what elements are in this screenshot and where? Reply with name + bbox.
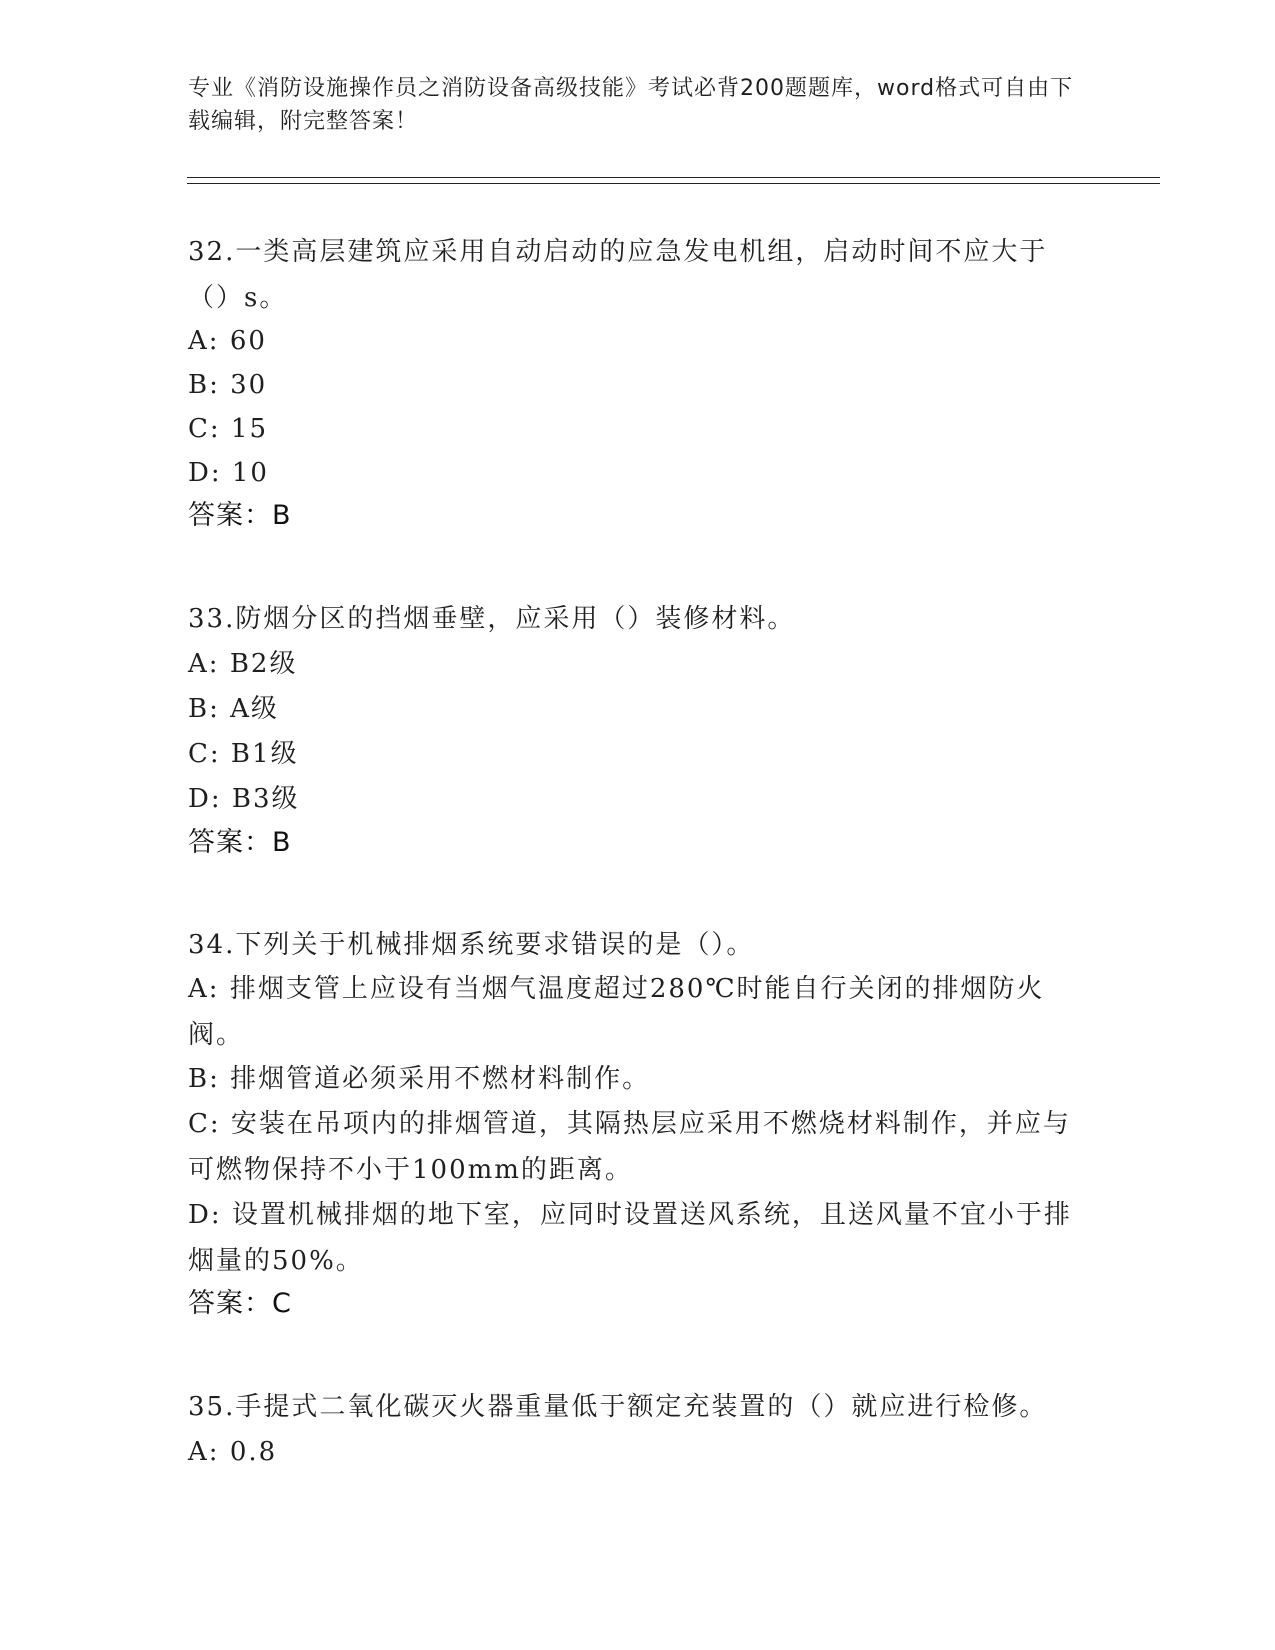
option-key: D:: [188, 458, 222, 488]
question-33-option-c: [188, 731, 1083, 777]
question-33-stem: 33.防烟分区的挡烟垂壁，应采用（）装修材料。: [188, 604, 796, 634]
header-divider-bottom: [187, 183, 1160, 184]
question-32-answer: 答案：B: [188, 500, 292, 531]
question-33-option-b: [188, 686, 1083, 732]
option-key: C:: [188, 414, 221, 444]
option-text: B1级: [230, 739, 299, 769]
question-34-stem: 34.下列关于机械排烟系统要求错误的是（）。: [188, 930, 755, 960]
question-32-option-d: [188, 450, 1083, 496]
option-text: 60: [229, 326, 267, 356]
option-key: A:: [188, 974, 220, 1004]
question-33-option-a: [188, 641, 1083, 687]
question-34-option-b: [188, 1056, 1083, 1102]
question-32-stem: 32.一类高层建筑应采用自动启动的应急发电机组，启动时间不应大于（）s。: [188, 237, 1048, 313]
option-text: 15: [230, 414, 269, 444]
question-35-stem: 35.手提式二氧化碳灭火器重量低于额定充装置的（）就应进行检修。: [188, 1392, 1048, 1422]
question-32-option-c: [188, 406, 1083, 452]
question-32-option-a: [188, 318, 1083, 364]
option-text: 安装在吊项内的排烟管道，其隔热层应采用不燃烧材料制作，并应与可燃物保持不小于100mm的距离。: [188, 1109, 1071, 1185]
option-key: B:: [188, 1064, 220, 1094]
option-key: D:: [188, 1200, 222, 1230]
question-33-option-d: [188, 776, 1083, 822]
option-text: 10: [231, 458, 269, 488]
option-key: A:: [188, 326, 220, 356]
header-divider-top: [187, 177, 1160, 178]
option-text: A级: [230, 694, 279, 724]
question-34-option-d: [188, 1192, 1083, 1284]
question-34-option-c: [188, 1101, 1083, 1193]
option-key: C:: [188, 1109, 221, 1139]
option-key: C:: [188, 739, 221, 769]
option-key: D:: [188, 784, 222, 814]
option-text: 排烟管道必须采用不燃材料制作。: [230, 1064, 651, 1094]
option-text: 0.8: [229, 1437, 278, 1467]
document-header: 专业《消防设施操作员之消防设备高级技能》考试必背200题题库，word格式可自由下载编辑，附完整答案！: [188, 76, 1074, 134]
question-33-answer: 答案：B: [188, 827, 292, 858]
option-key: B:: [188, 694, 220, 724]
question-34-option-a: [188, 966, 1083, 1058]
option-text: 设置机械排烟的地下室，应同时设置送风系统，且送风量不宜小于排烟量的50%。: [188, 1200, 1072, 1276]
option-key: A:: [188, 1437, 220, 1467]
option-key: A:: [188, 649, 220, 679]
option-text: B2级: [229, 649, 298, 679]
question-34-answer: 答案：C: [188, 1288, 292, 1319]
option-text: B3级: [231, 784, 300, 814]
question-35-option-a: [188, 1429, 1083, 1475]
option-key: B:: [188, 370, 220, 400]
option-text: 30: [230, 370, 268, 400]
option-text: 排烟支管上应设有当烟气温度超过280℃时能自行关闭的排烟防火阀。: [188, 974, 1045, 1050]
question-32-option-b: [188, 362, 1083, 408]
